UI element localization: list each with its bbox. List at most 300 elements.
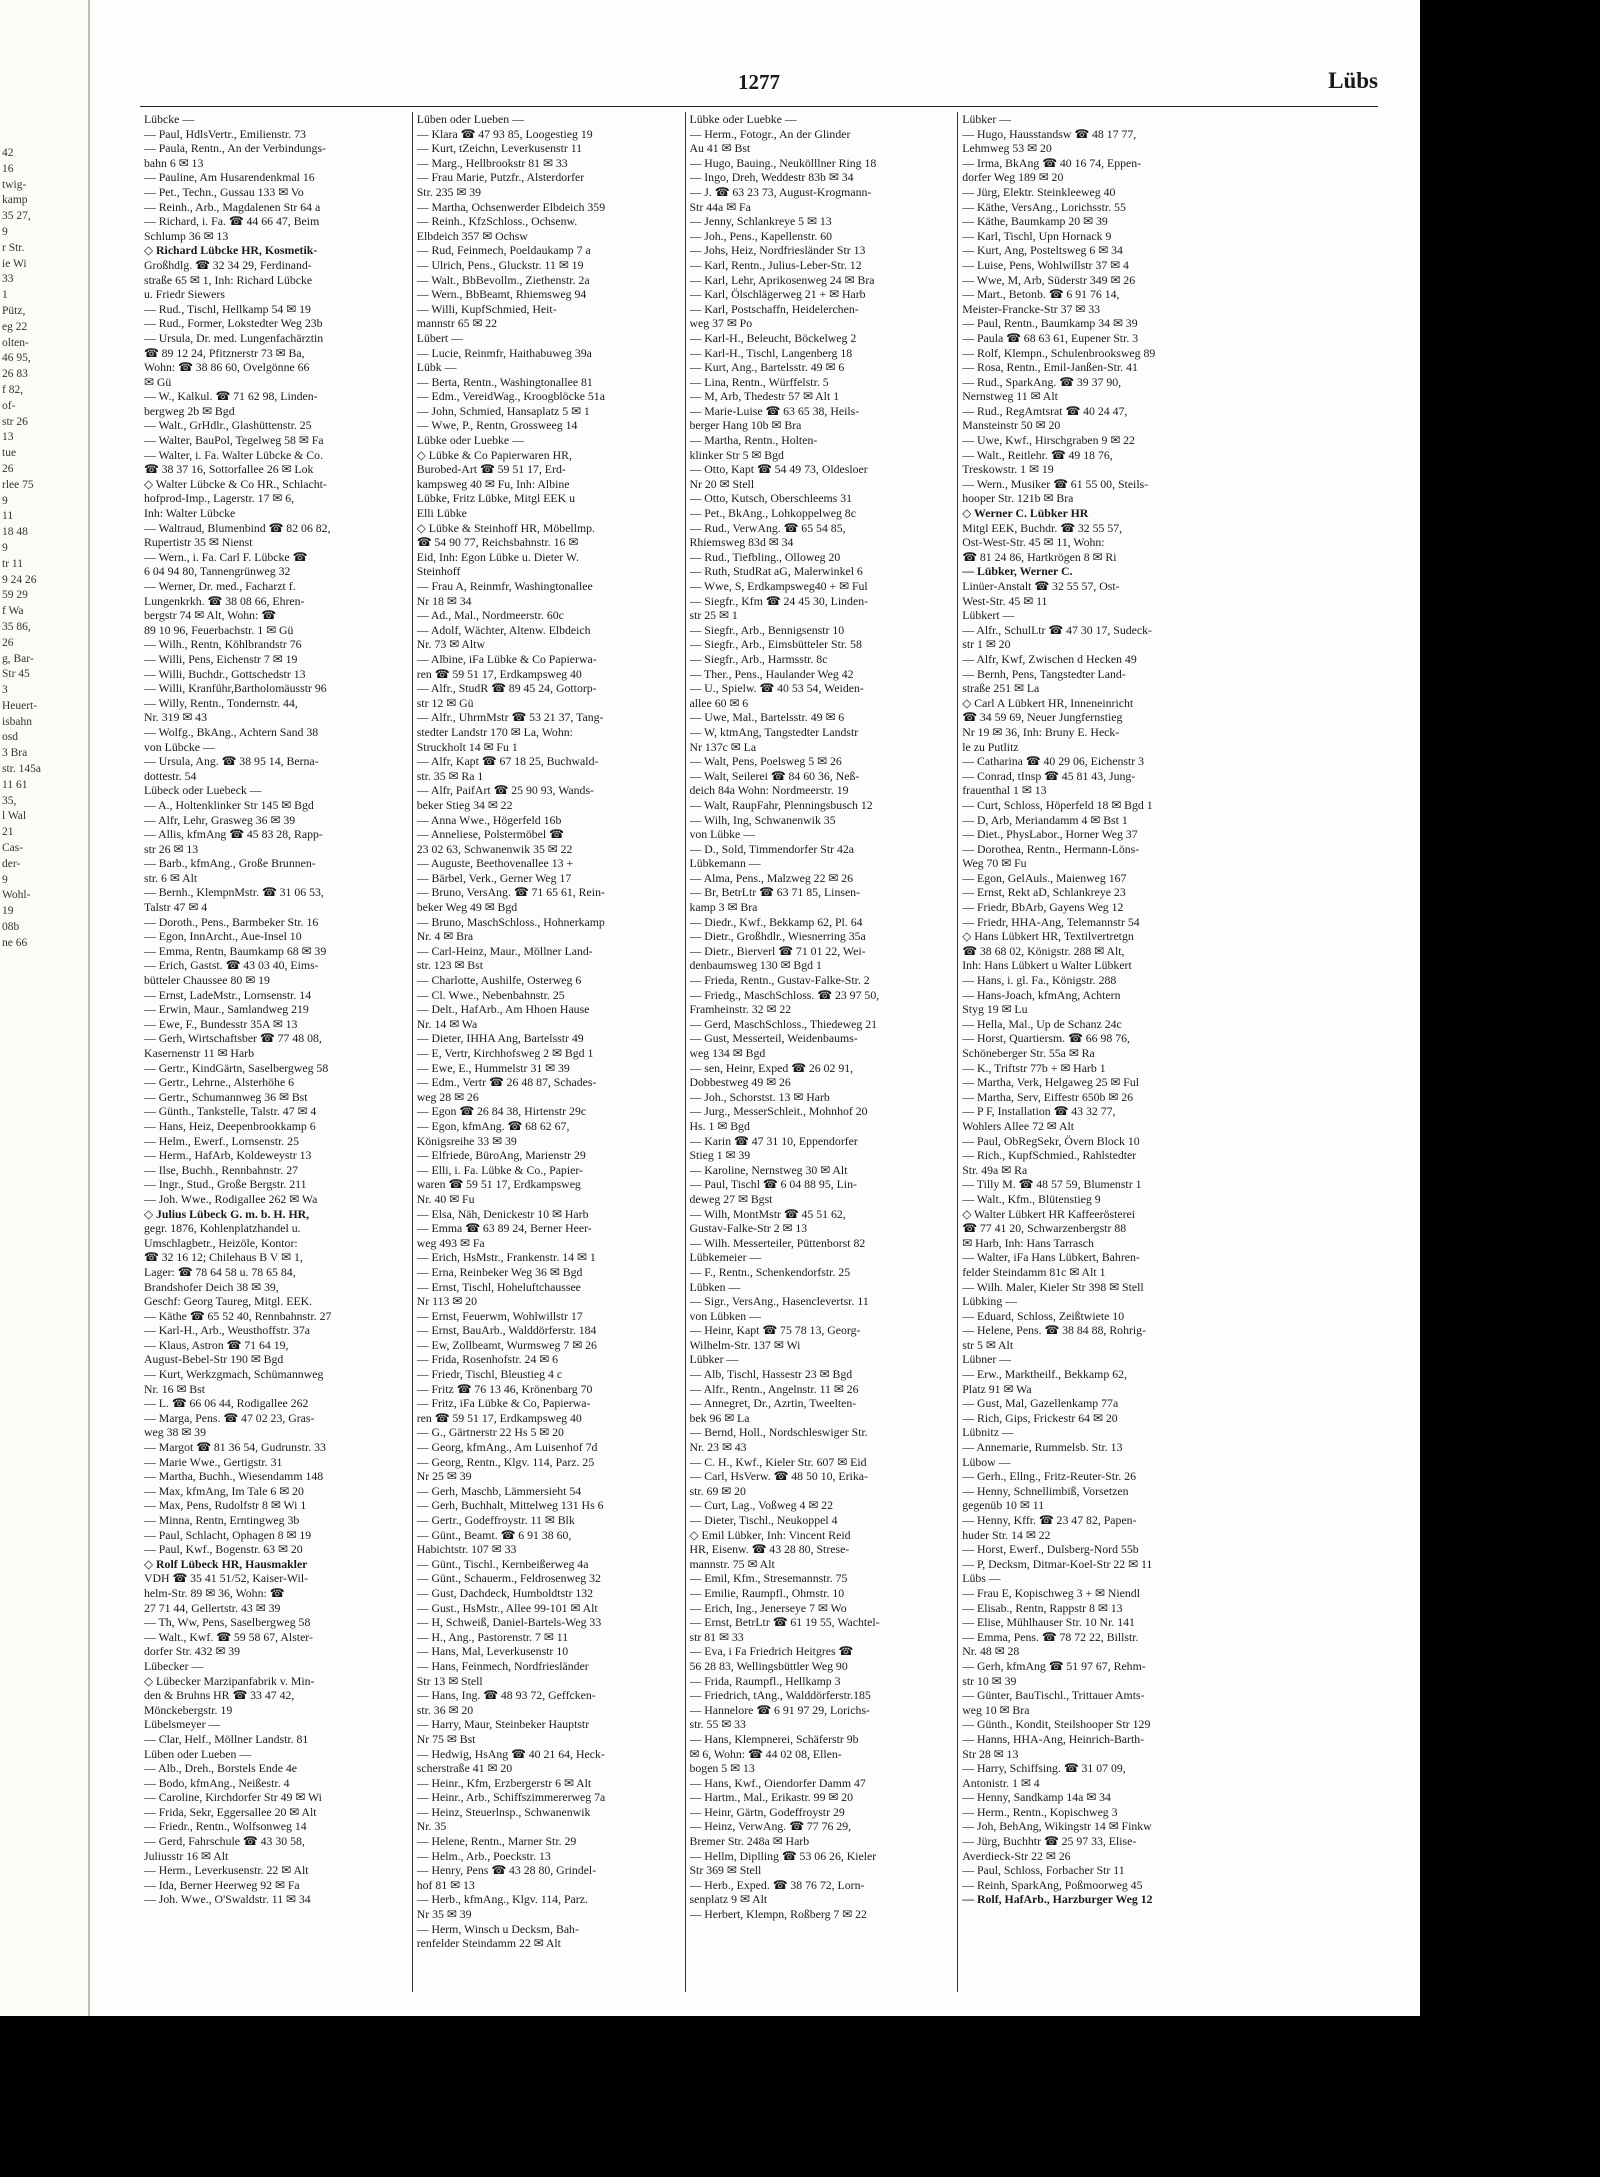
directory-entry: — Dietr., Großhdlr., Wiesnerring 35a [689, 929, 866, 944]
directory-entry: Schöneberger Str. 55a ✉ Ra [962, 1046, 1095, 1060]
directory-entry: ☎ 81 24 86, Hartkrögen 8 ✉ Ri [962, 549, 1117, 564]
directory-entry: str 10 ✉ 39 [962, 1673, 1017, 1688]
adjacent-page-fragment: 26 83 [2, 368, 28, 381]
directory-entry: waren ☎ 59 51 17, Erdkampsweg [416, 1177, 581, 1192]
directory-entry: — Irma, BkAng ☎ 40 16 74, Eppen- [962, 155, 1142, 170]
directory-entry: — Annegret, Dr., Azrtin, Tweelten- [689, 1396, 857, 1411]
directory-entry: — Walt., GrHdlr., Glashüttenstr. 25 [144, 418, 312, 433]
directory-entry: — Karl, Postschaffn, Heidelerchen- [689, 301, 859, 316]
adjacent-page-fragment: ie Wi [2, 257, 27, 270]
directory-entry: — Paul, ObRegSekr, Övern Block 10 [962, 1133, 1140, 1148]
directory-entry: — Friedr, BbArb, Gayens Weg 12 [962, 900, 1124, 915]
directory-entry: — J. ☎ 63 23 73, August-Krogmann- [689, 184, 872, 199]
directory-entry: — G., Gärtnerstr 22 Hs 5 ✉ 20 [416, 1425, 564, 1440]
directory-entry: — Heinz, VerwAng. ☎ 77 76 29, [689, 1819, 852, 1834]
directory-entry: — Heinr, Kapt ☎ 75 78 13, Georg- [689, 1323, 861, 1338]
adjacent-page-fragment: str 26 [2, 415, 28, 428]
directory-entry: — Rud., SparkAng. ☎ 39 37 90, [962, 374, 1122, 389]
directory-entry: 27 71 44, Gellertstr. 43 ✉ 39 [144, 1600, 281, 1615]
directory-entry: Großhdlg. ☎ 32 34 29, Ferdinand- [144, 257, 312, 272]
directory-entry: — Ursula, Dr. med. Lungenfachärztin [144, 330, 324, 345]
adjacent-page-fragment: 16 [2, 162, 14, 175]
directory-entry: — Henny, Kffr. ☎ 23 47 82, Papen- [962, 1513, 1137, 1527]
directory-entry: — Marga, Pens. ☎ 47 02 23, Gras- [144, 1410, 315, 1425]
directory-entry: Wohlers Allee 72 ✉ Alt [962, 1118, 1075, 1133]
directory-entry: — Martha, Rentn., Holten- [689, 433, 818, 448]
directory-entry: — Lübker, Werner C. [962, 564, 1073, 579]
directory-entry: Mönckebergstr. 19 [144, 1702, 233, 1717]
directory-entry: — Willi, Pens, Eichenstr 7 ✉ 19 [144, 651, 298, 666]
directory-entry: — Alfr, Kwf, Zwischen d Hecken 49 [962, 651, 1137, 666]
adjacent-page-text-fragments [0, 0, 88, 952]
directory-entry: hofprod-Imp., Lagerstr. 17 ✉ 6, [144, 491, 295, 506]
directory-entry: Burobed-Art ☎ 59 51 17, Erd- [416, 462, 566, 477]
directory-entry: — Wwe, P., Rentn, Grossweeg 14 [416, 418, 578, 433]
adjacent-page-fragment: 11 [2, 510, 14, 523]
adjacent-page-fragment: Str 45 [2, 668, 30, 681]
directory-entry: Meister-Francke-Str 37 ✉ 33 [962, 301, 1100, 316]
directory-entry: bergweg 2b ✉ Bgd [144, 403, 235, 418]
directory-entry: Steinhoff [416, 564, 461, 579]
directory-entry: — Dieter, IHHA Ang, Bartelsstr 49 [416, 1031, 584, 1046]
directory-entry: VDH ☎ 35 41 51/52, Kaiser-Wil- [144, 1571, 309, 1586]
directory-entry: — Jürg, Buchhtr ☎ 25 97 33, Elise- [962, 1834, 1137, 1849]
directory-entry: — Frida, Rosenhofstr. 24 ✉ 6 [416, 1352, 559, 1367]
directory-entry: Lübkemeier — [689, 1250, 762, 1265]
directory-entry: — Martha, Buchh., Wiesendamm 148 [144, 1469, 324, 1484]
directory-entry: Str 44a ✉ Fa [689, 199, 751, 214]
directory-entry: Elbdeich 357 ✉ Ochsw [416, 228, 528, 243]
directory-entry: — Paula, Rentn., An der Verbindungs- [144, 141, 326, 156]
directory-entry: — Karl-H., Beleucht, Böckelweg 2 [689, 330, 857, 345]
directory-entry: — Bruno, VersAng. ☎ 71 65 61, Rein- [416, 885, 605, 900]
directory-entry: — Ernst, Rekt aD, Schlankreye 23 [962, 885, 1126, 900]
directory-entry: — Luise, Pens, Wohlwillstr 37 ✉ 4 [962, 257, 1129, 272]
directory-entry: — Wern., BbBeamt, Rhiemsweg 94 [416, 287, 587, 302]
adjacent-page-fragment: 9 [2, 541, 8, 554]
directory-entry: — H, Schweiß, Daniel-Bartels-Weg 33 [416, 1615, 602, 1630]
directory-entry: — Albine, iFa Lübke & Co Papierwa- [416, 651, 597, 666]
adjacent-page-fragment: 42 [2, 147, 14, 159]
directory-entry: von Lübken — [689, 1308, 761, 1323]
directory-entry: Hs. 1 ✉ Bgd [689, 1118, 750, 1133]
directory-entry: Nr. 319 ✉ 43 [144, 710, 207, 725]
directory-entry: — Gertr., Schumannweg 36 ✉ Bst [144, 1089, 308, 1104]
directory-entry: — Pet., BkAng., Lohkoppelweg 8c [689, 506, 856, 521]
directory-entry: den & Bruhns HR ☎ 33 47 42, [144, 1688, 295, 1703]
directory-entry: Lübken — [689, 1279, 741, 1294]
directory-entry: hof 81 ✉ 13 [416, 1877, 475, 1892]
directory-entry: — Otto, Kapt ☎ 54 49 73, Oldesloer [689, 462, 868, 477]
directory-entry: — E, Vertr, Kirchhofsweg 2 ✉ Bgd 1 [416, 1046, 594, 1060]
directory-entry: kamp 3 ✉ Bra [689, 900, 758, 915]
directory-entry: — Cl. Wwe., Nebenbahnstr. 25 [416, 987, 565, 1002]
directory-entry: ◇ Emil Lübker, Inh: Vincent Reid [689, 1527, 851, 1542]
directory-entry: — Martha, Verk, Helgaweg 25 ✉ Ful [962, 1075, 1140, 1090]
directory-columns [140, 112, 1230, 1992]
directory-entry: Lübnitz — [962, 1425, 1014, 1440]
directory-entry: Lübs — [962, 1571, 1001, 1586]
adjacent-page-fragment: Wohl- [2, 889, 31, 902]
directory-entry: — Hans, Mal, Leverkusenstr 10 [416, 1644, 569, 1659]
directory-entry: Lüben oder Lueben — [416, 112, 524, 126]
directory-entry: — Paul, Tischl ☎ 6 04 88 95, Lin- [689, 1177, 857, 1192]
directory-entry: — Günth., Kondit, Steilshooper Str 129 [962, 1717, 1151, 1732]
adjacent-page-fragment: 3 Bra [2, 747, 28, 760]
adjacent-page-fragment: 9 [2, 873, 8, 886]
directory-entry: Gustav-Falke-Str 2 ✉ 13 [689, 1221, 808, 1236]
directory-entry: — Elisab., Rentn, Rappstr 8 ✉ 13 [962, 1600, 1123, 1615]
directory-entry: ◇ Lübecker Marzipanfabrik v. Min- [144, 1673, 315, 1688]
directory-entry: Elli Lübke [416, 506, 467, 521]
adjacent-page-fragment: twig- [2, 178, 27, 191]
directory-entry: — Günt., Schauerm., Feldrosenweg 32 [416, 1571, 601, 1586]
directory-entry: huder Str. 14 ✉ 22 [962, 1527, 1051, 1542]
directory-entry: — Willy, Rentn., Tondernstr. 44, [144, 695, 298, 710]
directory-entry: — Paul, Kwf., Bogenstr. 63 ✉ 20 [144, 1542, 303, 1557]
directory-entry: Styg 19 ✉ Lu [962, 1002, 1028, 1017]
directory-entry: von Lübke — [689, 827, 756, 842]
directory-entry: — Ida, Berner Heerweg 92 ✉ Fa [144, 1877, 300, 1892]
directory-entry: ✉ Harb, Inh: Hans Tarrasch [962, 1235, 1094, 1250]
directory-entry: Lungenkrkh. ☎ 38 08 66, Ehren- [144, 593, 305, 608]
adjacent-page-fragment: 35, [2, 794, 17, 807]
adjacent-page-fragment: f Wa [2, 605, 24, 618]
adjacent-page-fragment: 26 [2, 462, 14, 475]
directory-entry: ☎ 34 59 69, Neuer Jungfernstieg [962, 710, 1123, 725]
directory-entry: — Max, kfmAng, Im Tale 6 ✉ 20 [144, 1483, 304, 1498]
directory-entry: ☎ 38 68 02, Königstr. 288 ✉ Alt, [962, 943, 1125, 958]
directory-entry: u. Friedr Siewers [144, 287, 225, 302]
directory-entry: Lübecker — [144, 1658, 204, 1673]
directory-entry: Nr 25 ✉ 39 [416, 1469, 472, 1484]
directory-entry: ☎ 54 90 77, Reichsbahnstr. 16 ✉ [416, 535, 579, 550]
directory-entry: — P, Decksm, Ditmar-Koel-Str 22 ✉ 11 [962, 1556, 1153, 1571]
directory-entry: — Ursula, Ang. ☎ 38 95 14, Berna- [144, 754, 319, 769]
directory-entry: ◇ Werner C. Lübker HR [962, 506, 1089, 521]
directory-entry: — Alb., Dreh., Borstels Ende 4e [144, 1761, 298, 1776]
directory-entry: — Kurt, Ang., Bartelsstr. 49 ✉ 6 [689, 360, 845, 375]
directory-entry: — Frau Marie, Putzfr., Alsterdorfer [416, 170, 585, 185]
directory-entry: — Friedr, Tischl, Bleustieg 4 c [416, 1367, 563, 1382]
directory-entry: — Reinh., KfzSchloss., Ochsenw. [416, 214, 578, 229]
directory-entry: Lager: ☎ 78 64 58 u. 78 65 84, [144, 1264, 296, 1279]
directory-entry: — Bernd, Holl., Nordschleswiger Str. [689, 1425, 868, 1440]
directory-entry: — Paula ☎ 68 63 61, Eupener Str. 3 [962, 330, 1139, 345]
directory-entry: — Lina, Rentn., Würffelstr. 5 [689, 374, 829, 389]
directory-entry: allee 60 ✉ 6 [689, 695, 749, 710]
directory-entry: — Emma, Rentn, Baumkamp 68 ✉ 39 [144, 943, 327, 958]
directory-entry: — Alfr., UhrmMstr ☎ 53 21 37, Tang- [416, 710, 604, 725]
directory-entry: — Bärbel, Verk., Gerner Weg 17 [416, 870, 572, 885]
directory-entry: — Herb., Exped. ☎ 38 76 72, Lorn- [689, 1877, 865, 1892]
directory-entry: — Willi, Buchdr., Gottschedstr 13 [144, 666, 306, 681]
directory-entry: — Walt, Seilerei ☎ 84 60 36, Neß- [689, 768, 860, 783]
directory-entry: — Rud., Former, Lokstedter Weg 23b [144, 316, 323, 331]
directory-entry: — Fritz, iFa Lübke & Co, Papierwa- [416, 1396, 591, 1411]
directory-entry: — Waltraud, Blumenbind ☎ 82 06 82, [144, 520, 331, 535]
directory-entry: — Richard, i. Fa. ☎ 44 66 47, Beim [144, 214, 320, 229]
directory-entry: — Klara ☎ 47 93 85, Loogestieg 19 [416, 126, 593, 141]
directory-entry: str 12 ✉ Gü [416, 695, 474, 710]
directory-entry: Eid, Inh: Egon Lübke u. Dieter W. [416, 549, 579, 564]
directory-entry: Geschf: Georg Taureg, Mitgl. EEK. [144, 1294, 313, 1309]
directory-entry: Averdieck-Str 22 ✉ 26 [962, 1848, 1071, 1863]
directory-entry: ◇ Richard Lübcke HR, Kosmetik- [144, 243, 318, 258]
directory-entry: klinker Str 5 ✉ Bgd [689, 447, 784, 462]
directory-entry: — Elise, Mühlhauser Str. 10 Nr. 141 [962, 1615, 1135, 1630]
directory-entry: — Uwe, Kwf., Hirschgraben 9 ✉ 22 [962, 433, 1135, 448]
directory-entry: — Gerh, kfmAng ☎ 51 97 67, Rehm- [962, 1658, 1146, 1673]
directory-entry: — Elli, i. Fa. Lübke & Co., Papier- [416, 1162, 583, 1177]
directory-entry: — Bernh., KlempnMstr. ☎ 31 06 53, [144, 885, 324, 900]
directory-entry: bek 96 ✉ La [689, 1410, 750, 1425]
directory-entry: denbaumsweg 130 ✉ Bgd 1 [689, 958, 822, 973]
adjacent-page-fragment: 9 24 26 [2, 573, 37, 586]
directory-entry: Str 28 ✉ 13 [962, 1746, 1019, 1761]
directory-entry: — Frida, Raumpfl., Hellkamp 3 [689, 1673, 841, 1688]
directory-entry: — Alfr, PaifArt ☎ 25 90 93, Wands- [416, 783, 594, 798]
directory-entry: — Clar, Helf., Möllner Landstr. 81 [144, 1731, 309, 1746]
directory-entry: — Käthe, VersAng., Lorichsstr. 55 [962, 199, 1126, 214]
directory-entry: Nr. 23 ✉ 43 [689, 1440, 747, 1455]
directory-entry: — Friedrich, tAng., Walddörferstr.185 [689, 1688, 871, 1703]
adjacent-page-fragment: 33 [2, 273, 14, 286]
directory-entry: Lübeck oder Luebeck — [144, 783, 262, 798]
directory-entry: weg 10 ✉ Bra [962, 1702, 1030, 1717]
directory-entry: — Anna Wwe., Högerfeld 16b [416, 812, 562, 827]
directory-entry: mannstr 65 ✉ 22 [416, 316, 498, 331]
directory-entry: — Harry, Maur, Steinbeker Hauptstr [416, 1717, 590, 1732]
directory-entry: — Jenny, Schlankreye 5 ✉ 13 [689, 214, 832, 229]
directory-entry: Lübcke — [144, 112, 195, 126]
directory-entry: — Karl, Tischl, Upn Hornack 9 [962, 228, 1112, 243]
directory-entry: — Ewe, F., Bundesstr 35A ✉ 13 [144, 1016, 298, 1031]
adjacent-page-fragment: g, Bar- [2, 652, 34, 665]
directory-entry: — Paul, Rentn., Baumkamp 34 ✉ 39 [962, 316, 1138, 331]
directory-entry: — Walt, RaupFahr, Plenningsbusch 12 [689, 797, 873, 812]
directory-entry: — Joh., Schorstst. 13 ✉ Harb [689, 1089, 830, 1104]
directory-entry: senplatz 9 ✉ Alt [689, 1892, 768, 1907]
directory-entry: — sen, Heinr, Exped ☎ 26 02 91, [689, 1060, 854, 1075]
directory-entry: — Gust, Messerteil, Weidenbaums- [689, 1031, 858, 1046]
directory-entry: — Karl, Rentn., Julius-Leber-Str. 12 [689, 257, 862, 272]
directory-entry: — Sigr., VersAng., Hasenclevertsr. 11 [689, 1294, 869, 1309]
directory-entry: Lübow — [962, 1454, 1011, 1469]
directory-entry: dorfer Str. 432 ✉ 39 [144, 1644, 241, 1659]
directory-entry: — Allis, kfmAng ☎ 45 83 28, Rapp- [144, 827, 323, 842]
directory-entry: — Karl, Lehr, Aprikosenweg 24 ✉ Bra [689, 272, 875, 287]
directory-entry: — Günt., Tischl., Kernbeißerweg 4a [416, 1556, 589, 1571]
directory-entry: — Herm, Winsch u Decksm, Bah- [416, 1921, 579, 1936]
directory-entry: Mitgl EEK, Buchdr. ☎ 32 55 57, [962, 520, 1123, 535]
directory-entry: — Hartm., Mal., Erikastr. 99 ✉ 20 [689, 1790, 854, 1805]
directory-entry: — Hans-Joach, kfmAng, Achtern [962, 987, 1121, 1002]
directory-entry: Lübk — [416, 360, 457, 375]
adjacent-page-edge [0, 0, 90, 2016]
directory-entry: — Friedr, HHA-Ang, Telemannstr 54 [962, 914, 1140, 929]
directory-entry: Ost-West-Str. 45 ✉ 11, Wohn: [962, 535, 1105, 550]
directory-entry: — Henny, Sandkamp 14a ✉ 34 [962, 1790, 1111, 1805]
directory-entry: — Emma ☎ 63 89 24, Berner Heer- [416, 1221, 592, 1236]
adjacent-page-fragment: 21 [2, 826, 14, 839]
directory-entry: — Willi, Kranführ,Bartholomäusstr 96 [144, 681, 327, 696]
directory-entry: — Frida, Sekr, Eggersallee 20 ✉ Alt [144, 1804, 317, 1819]
directory-entry: Nr. 40 ✉ Fu [416, 1191, 475, 1206]
directory-entry: — A., Holtenklinker Str 145 ✉ Bgd [144, 797, 314, 812]
directory-entry: — Ther., Pens., Haulander Weg 42 [689, 666, 854, 681]
directory-entry: — Pet., Techn., Gussau 133 ✉ Vo [144, 184, 304, 199]
directory-entry: — Emilie, Raumpfl., Ohmstr. 10 [689, 1585, 845, 1600]
directory-entry: — Pauline, Am Husarendenkmal 16 [144, 170, 315, 185]
directory-entry: — Alfr., StudR ☎ 89 45 24, Gottorp- [416, 681, 597, 696]
directory-entry: str 1 ✉ 20 [962, 637, 1011, 652]
directory-entry: — Erich, HsMstr., Frankenstr. 14 ✉ 1 [416, 1250, 596, 1265]
directory-entry: — Kurt, tZeichn, Leverkusenstr 11 [416, 141, 583, 156]
directory-entry: str 25 ✉ 1 [689, 608, 738, 623]
directory-entry: Talstr 47 ✉ 4 [144, 900, 208, 915]
scan-border-right [1420, 0, 1600, 2177]
directory-entry: dottestr. 54 [144, 768, 197, 783]
directory-entry: Nr. 4 ✉ Bra [416, 929, 474, 944]
directory-entry: — Gust, Mal, Gazellenkamp 77a [962, 1396, 1119, 1411]
directory-entry: — Ulrich, Pens., Gluckstr. 11 ✉ 19 [416, 257, 584, 272]
directory-entry: — Erich, Ing., Jenerseye 7 ✉ Wo [689, 1600, 847, 1615]
directory-entry: — Ernst, LadeMstr., Lornsenstr. 14 [144, 987, 312, 1002]
directory-entry: — Walter, iFa Hans Lübkert, Bahren- [962, 1250, 1140, 1265]
directory-entry: — Herm., Rentn., Kopischweg 3 [962, 1804, 1118, 1819]
directory-entry: — Charlotte, Aushilfe, Osterweg 6 [416, 973, 582, 988]
directory-entry: — Helene, Rentn., Marner Str. 29 [416, 1834, 577, 1849]
directory-entry: Juliusstr 16 ✉ Alt [144, 1848, 229, 1863]
directory-entry: — Hellm, Diplling ☎ 53 06 26, Kieler [689, 1848, 877, 1863]
directory-entry: — U., Spielw. ☎ 40 53 54, Weiden- [689, 681, 864, 696]
directory-entry: — Gerh, Wirtschaftsber ☎ 77 48 08, [144, 1031, 322, 1046]
directory-entry: — Rud., RegAmtsrat ☎ 40 24 47, [962, 403, 1128, 418]
directory-entry: — H., Ang., Pastorenstr. 7 ✉ 11 [416, 1629, 569, 1644]
directory-entry: Weg 70 ✉ Fu [962, 856, 1027, 871]
directory-entry: — Heinr, Gärtn, Godeffroystr 29 [689, 1804, 845, 1819]
directory-entry: — Karl, Ölschlägerweg 21 + ✉ Harb [689, 287, 866, 302]
directory-entry: — Th, Ww, Pens, Saselbergweg 58 [144, 1615, 311, 1630]
directory-entry: — Jürg, Elektr. Steinkleeweg 40 [962, 184, 1116, 199]
directory-entry: Nr. 48 ✉ 28 [962, 1644, 1020, 1659]
directory-entry: — Dieter, Tischl., Neukoppel 4 [689, 1513, 838, 1527]
directory-entry: — Egon ☎ 26 84 38, Hirtenstr 29c [416, 1104, 587, 1119]
directory-entry: — Hans, i. gl. Fa., Königstr. 288 [962, 973, 1117, 988]
directory-entry: — Minna, Rentn, Erntingweg 3b [144, 1513, 300, 1527]
adjacent-page-fragment: f 82, [2, 383, 24, 396]
directory-entry: — Catharina ☎ 40 29 06, Eichenstr 3 [962, 754, 1145, 769]
page-header [140, 66, 1378, 102]
directory-entry: — Rich., KupfSchmied., Rahlstedter [962, 1148, 1137, 1163]
directory-entry: HR, Eisenw. ☎ 43 28 80, Strese- [689, 1542, 850, 1557]
directory-column-2 [412, 112, 685, 1992]
directory-entry: — Hans, Ing. ☎ 48 93 72, Geffcken- [416, 1688, 596, 1703]
directory-entry: — Emil, Kfm., Stresemannstr. 75 [689, 1571, 848, 1586]
directory-entry: Au 41 ✉ Bst [689, 141, 751, 156]
directory-entry: — Alfr., Rentn., Angelnstr. 11 ✉ 26 [689, 1381, 859, 1396]
directory-entry: — Hans, Heiz, Deepenbrookkamp 6 [144, 1118, 316, 1133]
directory-entry: — Helm., Ewerf., Lornsenstr. 25 [144, 1133, 299, 1148]
directory-entry: Umschlagbetr., Heizöle, Kontor: [144, 1235, 298, 1250]
directory-entry: — Emma, Pens. ☎ 78 72 22, Billstr. [962, 1629, 1139, 1644]
directory-entry: Lübelsmeyer — [144, 1717, 221, 1732]
adjacent-page-fragment: 19 [2, 905, 14, 918]
directory-entry: — Rosa, Rentn., Emil-Janßen-Str. 41 [962, 360, 1138, 375]
directory-entry: — Gertr., Godeffroystr. 11 ✉ Blk [416, 1513, 575, 1527]
directory-entry: ◇ Walter Lübkert HR Kaffeerösterei [962, 1206, 1136, 1221]
directory-entry: — Joh, BehAng, Wikingstr 14 ✉ Finkw [962, 1819, 1152, 1834]
directory-entry: — Käthe ☎ 65 52 40, Rennbahnstr. 27 [144, 1308, 332, 1323]
adjacent-page-fragment: r Str. [2, 241, 25, 254]
directory-entry: — Alma, Pens., Malzweg 22 ✉ 26 [689, 870, 854, 885]
directory-entry: Inh: Walter Lübcke [144, 506, 236, 521]
directory-entry: — Rolf, HafArb., Harzburger Weg 12 [962, 1892, 1153, 1907]
directory-entry: ☎ 77 41 20, Schwarzenbergstr 88 [962, 1221, 1127, 1236]
directory-entry: — Wilh. Maler, Kieler Str 398 ✉ Stell [962, 1279, 1144, 1294]
directory-entry: le zu Putlitz [962, 739, 1019, 754]
directory-entry: — Barb., kfmAng., Große Brunnen- [144, 856, 316, 871]
directory-entry: — Karoline, Nernstweg 30 ✉ Alt [689, 1162, 848, 1177]
directory-entry: — Joh. Wwe., Rodigallee 262 ✉ Wa [144, 1191, 318, 1206]
directory-entry: Nr. 14 ✉ Wa [416, 1016, 478, 1031]
directory-entry: — Henny, Schnellimbiß, Vorsetzen [962, 1483, 1129, 1498]
directory-entry: — Otto, Kutsch, Oberschleems 31 [689, 491, 853, 506]
page-keyword: Lübs [1328, 68, 1378, 93]
directory-entry: Nr 113 ✉ 20 [416, 1294, 477, 1309]
directory-entry: ☎ 32 16 12; Chilehaus B V ✉ 1, [144, 1250, 303, 1265]
directory-entry: — Jurg., MesserSchleit., Mohnhof 20 [689, 1104, 868, 1119]
directory-entry: Stieg 1 ✉ 39 [689, 1148, 751, 1163]
adjacent-page-fragment: isbahn [2, 715, 33, 728]
directory-entry: bergstr 74 ✉ Alt, Wohn: ☎ [144, 608, 276, 623]
directory-entry: Lübke, Fritz Lübke, Mitgl EEK u [416, 491, 575, 506]
directory-entry: — Gertr., Lehrne., Alsterhöhe 6 [144, 1075, 295, 1090]
adjacent-page-fragment: 3 [2, 684, 8, 697]
directory-entry: — Siegfr., Arb., Harmsstr. 8c [689, 651, 828, 666]
directory-entry: str. 6 ✉ Alt [144, 870, 198, 885]
directory-entry: — Rud., Tischl, Hellkamp 54 ✉ 19 [144, 301, 311, 316]
directory-entry: — Max, Pens, Rudolfstr 8 ✉ Wi 1 [144, 1498, 307, 1513]
adjacent-page-fragment: 13 [2, 431, 14, 444]
directory-entry: — Rich, Gips, Frickestr 64 ✉ 20 [962, 1410, 1118, 1425]
directory-entry: ☎ 89 12 24, Pfitznerstr 73 ✉ Ba, [144, 345, 305, 360]
directory-entry: — Heinr., Kfm, Erzbergerstr 6 ✉ Alt [416, 1775, 592, 1790]
directory-entry: August-Bebel-Str 190 ✉ Bgd [144, 1352, 284, 1367]
directory-entry: — Wilh. Messerteiler, Püttenborst 82 [689, 1235, 866, 1250]
directory-entry: — Frieda, Rentn., Gustav-Falke-Str. 2 [689, 973, 870, 988]
adjacent-page-fragment: 11 61 [2, 778, 28, 791]
directory-entry: — Klaus, Astron ☎ 71 64 19, [144, 1337, 289, 1352]
adjacent-page-fragment: Pütz, [2, 304, 26, 317]
directory-entry: — Herm., Leverkusenstr. 22 ✉ Alt [144, 1863, 309, 1878]
directory-entry: — Horst, Ewerf., Dulsberg-Nord 55b [962, 1542, 1139, 1557]
directory-entry: scherstraße 41 ✉ 20 [416, 1761, 513, 1776]
directory-entry: stedter Landstr 170 ✉ La, Wohn: [416, 724, 573, 739]
scan-border-bottom [0, 2016, 1600, 2177]
directory-entry: bahn 6 ✉ 13 [144, 155, 204, 170]
directory-entry: str. 35 ✉ Ra 1 [416, 768, 484, 783]
header-rule [140, 106, 1378, 107]
directory-entry: — Dietr., Bierverl ☎ 71 01 22, Wei- [689, 943, 866, 958]
directory-entry: — Willi, KupfSchmied, Heit- [416, 301, 557, 316]
directory-entry: — Elfriede, BüroAng, Marienstr 29 [416, 1148, 586, 1163]
directory-entry: weg 28 ✉ 26 [416, 1089, 479, 1104]
directory-entry: — Helene, Pens. ☎ 38 84 88, Rohrig- [962, 1323, 1147, 1338]
directory-entry: — Edm., VereidWag., Kroogblöcke 51a [416, 389, 605, 404]
directory-entry: — Siegfr., Kfm ☎ 24 45 30, Linden- [689, 593, 869, 608]
